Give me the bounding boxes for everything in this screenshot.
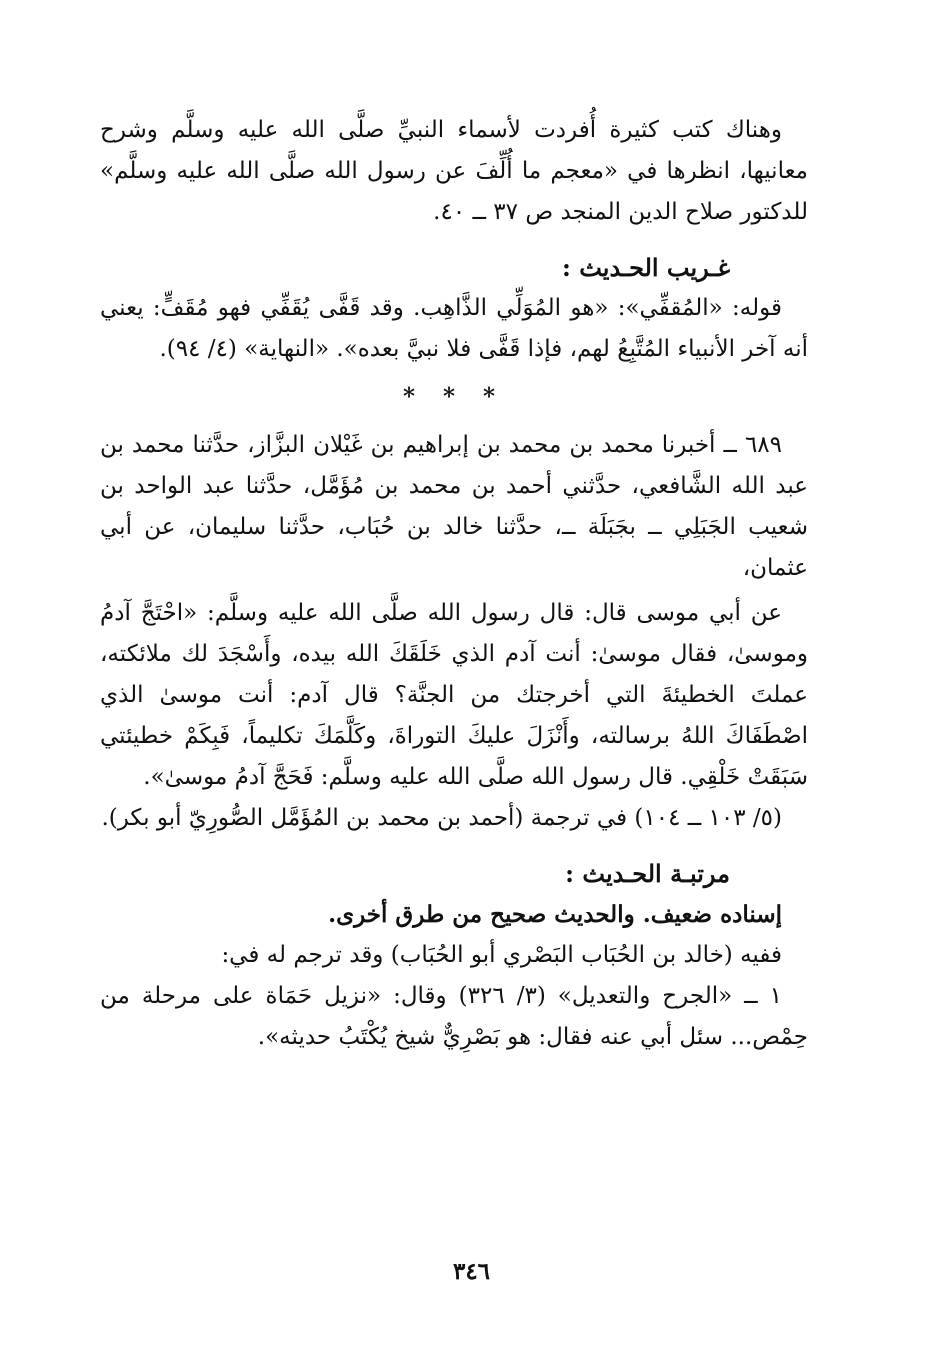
gharib-paragraph: قوله: «المُقفِّي»: «هو المُوَلِّي الذَّاهِب. وقد قَفَّى يُقَفِّي فهو مُقَفٍّ: يعني أنه آخر الأنبياء المُتَّبِعُ لهم، فإذا قَفَّى فلا نبيَّ بعده». «النهاية» (٤/ ٩٤).: [100, 295, 808, 362]
heading-rutbat-al-hadith: مرتبـة الحـديث :: [565, 859, 730, 888]
page-body: [100, 110, 808, 1058]
section-separator: * * *: [402, 383, 506, 410]
matn-paragraph: عن أبي موسى قال: قال رسول الله صلَّى الله عليه وسلَّم: «احْتَجَّ آدمُ وموسىٰ، فقال موسىٰ: أنت آدم الذي خَلَقَكَ الله بيده، وأَسْجَدَ لك ملائكته، عملتَ الخطيئةَ التي أخرجتك من الجنَّة؟ قال آدم: أنت موسىٰ الذي اصْطَفَاكَ اللهُ برسالته، وأَنْزَلَ عليكَ التوراةَ، وكَلَّمَكَ تكليماً، فَبِكَمْ خطيئتي سَبَقَتْ خَلْقِي. قال رسول الله صلَّى الله عليه وسلَّم: فَحَجَّ آدمُ موسىٰ».: [100, 600, 808, 790]
hukm-paragraph: إسناده ضعيف. والحديث صحيح من طرق أخرى.: [328, 901, 782, 928]
page-number: ٣٤٦: [452, 1258, 491, 1285]
takhrij-paragraph: (٥/ ١٠٣ ــ ١٠٤) في ترجمة (أحمد بن محمد بن المُؤَمَّل الصُّورِيّ أبو بكر).: [101, 805, 782, 831]
heading-gharib-al-hadith: غـريب الحـديث :: [562, 253, 730, 282]
isnad-paragraph: ٦٨٩ ــ أخبرنا محمد بن محمد بن إبراهيم بن غَيْلان البزَّاز، حدَّثنا محمد بن عبد الله الشَّافعي، حدَّثني أحمد بن محمد بن مُؤَمَّل، حدَّثنا عبد الواحد بن شعيب الجَبَلِي ــ بجَبَلَة ــ، حدَّثنا خالد بن حُبَاب، حدَّثنا سليمان، عن أبي عثمان،: [100, 432, 808, 581]
rawi-paragraph: ففيه (خالد بن الحُبَاب البَصْري أبو الحُبَاب) وقد ترجم له في:: [221, 942, 782, 968]
jarh-paragraph: ١ ــ «الجرح والتعديل» (٣/ ٣٢٦) وقال: «نزيل حَمَاة على مرحلة من حِمْص... سئل أبي عنه فقال: هو بَصْرِيٌّ شيخ يُكْتَبُ حديثه».: [100, 983, 808, 1050]
intro-paragraph: وهناك كتب كثيرة أُفردت لأسماء النبيِّ صلَّى الله عليه وسلَّم وشرح معانيها، انظرها في «معجم ما أُلِّفَ عن رسول الله صلَّى الله عليه وسلَّم» للدكتور صلاح الدين المنجد ص ٣٧ ــ ٤٠.: [100, 117, 808, 225]
